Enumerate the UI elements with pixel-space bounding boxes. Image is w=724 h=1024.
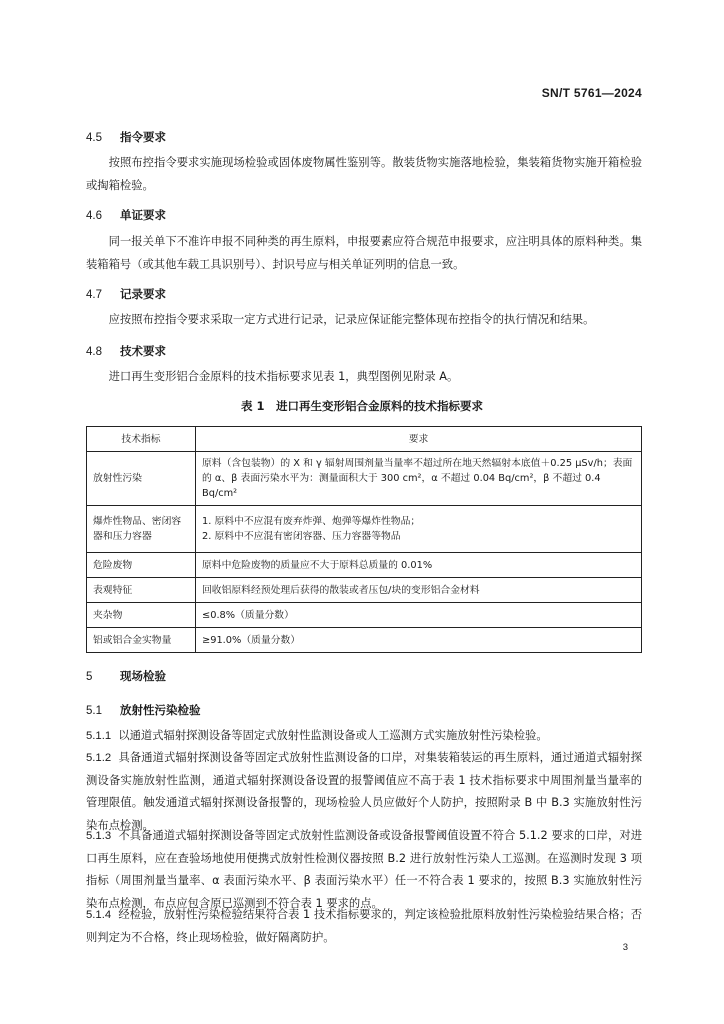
table-cell-indicator: 夹杂物 [87,603,196,628]
heading-title: 放射性污染检验 [120,703,201,717]
table-cell-requirement: ≤0.8%（质量分数） [196,603,642,628]
clause-5-1-3 [86,825,642,915]
table-cell-requirement: 原料中危险废物的质量应不大于原料总质量的 0.01% [196,553,642,578]
heading-5 [86,668,166,684]
clause-5-1-4 [86,904,642,949]
heading-4-8 [86,343,166,359]
heading-number: 5.1 [86,705,102,717]
table-cell-indicator: 危险废物 [87,553,196,578]
paragraph-4-6: 同一报关单下不准许申报不同种类的再生原料，申报要素应符合规范申报要求，应注明具体的原料种类。集装箱箱号（或其他车载工具识别号）、封识号应与相关单证列明的信息一致。 [86,235,642,271]
heading-title: 指令要求 [120,130,167,144]
clause-text: 以通道式辐射探测设备等固定式放射性监测设备或人工巡测方式实施放射性污染检验。 [118,729,548,742]
clause-5-1-2 [86,747,642,837]
table-row [87,506,642,553]
clause-number: 5.1.2 [86,752,112,764]
page-number: 3 [622,942,628,953]
heading-title: 技术要求 [120,344,167,358]
heading-number: 4.7 [86,289,102,301]
clause-text: 不具备通道式辐射探测设备等固定式放射性监测设备或设备报警阈值设置不符合 5.1.2 要求的口岸，对进口再生原料，应在查验场地使用便携式放射性检测仪器按照 B.2 进行放射性污染人工巡测。在巡测时发现 3 项指标（周围剂量当量率、α 表面污染水平、β 表面污染水平）任一不符合表 1 要求的，按照 B.3 实施放射性污染布点检测，布点应包含原已巡测到不符合表 1 要求的点。 [86,829,643,910]
table-cell-requirement: 回收铝原料经预处理后获得的散装或者压包/块的变形铝合金材料 [196,578,642,603]
heading-4-7 [86,286,166,302]
heading-number: 4.6 [86,210,102,222]
clause-text: 经检验，放射性污染检验结果符合表 1 技术指标要求的，判定该检验批原料放射性污染检验结果合格；否则判定为不合格，终止现场检验，做好隔离防护。 [86,908,643,944]
heading-number: 4.5 [86,132,102,144]
heading-number: 5 [86,671,93,683]
table-cell-indicator: 爆炸性物品、密闭容器和压力容器 [87,506,196,553]
table-cell-indicator: 放射性污染 [87,452,196,506]
column-header: 要求 [196,427,642,452]
table-row [87,553,642,578]
table-row [87,578,642,603]
heading-title: 单证要求 [120,208,167,222]
table-cell-requirement: 1. 原料中不应混有废弃炸弹、炮弹等爆炸性物品； 2. 原料中不应混有密闭容器、压力容器等物品 [196,506,642,553]
paragraph-4-5: 按照布控指令要求实施现场检验或固体废物属性鉴别等。散装货物实施落地检验，集装箱货物实施开箱检验或掏箱检验。 [86,156,642,192]
table-row [87,603,642,628]
heading-4-6 [86,207,166,223]
heading-title: 现场检验 [120,669,167,683]
table-cell-requirement: 原料（含包装物）的 X 和 γ 辐射周围剂量当量率不超过所在地天然辐射本底值＋0.25 μSv/h；表面的 α、β 表面污染水平为：测量面积大于 300 cm²，α 不超过 0.04 Bq/cm²，β 不超过 0.4 Bq/cm² [196,452,642,506]
table-cell-requirement: ≥91.0%（质量分数） [196,628,642,653]
table-cell-indicator: 表观特征 [87,578,196,603]
clause-number: 5.1.1 [86,730,112,742]
table-header-row [87,427,642,452]
heading-title: 记录要求 [120,287,167,301]
technical-requirements-table [86,426,642,653]
table-row [87,452,642,506]
heading-number: 4.8 [86,346,102,358]
standard-number: SN/T 5761—2024 [541,86,642,100]
clause-number: 5.1.4 [86,909,112,921]
table-cell-indicator: 铝或铝合金实物量 [87,628,196,653]
paragraph-4-7: 应按照布控指令要求采取一定方式进行记录，记录应保证能完整体现布控指令的执行情况和结果。 [108,313,595,326]
heading-5-1 [86,702,201,718]
clause-5-1-1 [86,725,642,748]
table-row [87,628,642,653]
clause-text: 具备通道式辐射探测设备等固定式放射性监测设备的口岸，对集装箱装运的再生原料，通过通道式辐射探测设备实施放射性监测，通道式辐射探测设备设置的报警阈值应不高于表 1 技术指标要求中周围剂量当量率的管理限值。触发通道式辐射探测设备报警的，现场检验人员应做好个人防护，按照附录 B 中 B.3 实施放射性污染布点检测。 [86,751,642,832]
clause-number: 5.1.3 [86,830,112,842]
column-header: 技术指标 [87,427,196,452]
heading-4-5 [86,129,166,145]
paragraph-4-8: 进口再生变形铝合金原料的技术指标要求见表 1，典型图例见附录 A。 [108,370,459,383]
table-caption: 表 1 进口再生变形铝合金原料的技术指标要求 [240,399,483,413]
